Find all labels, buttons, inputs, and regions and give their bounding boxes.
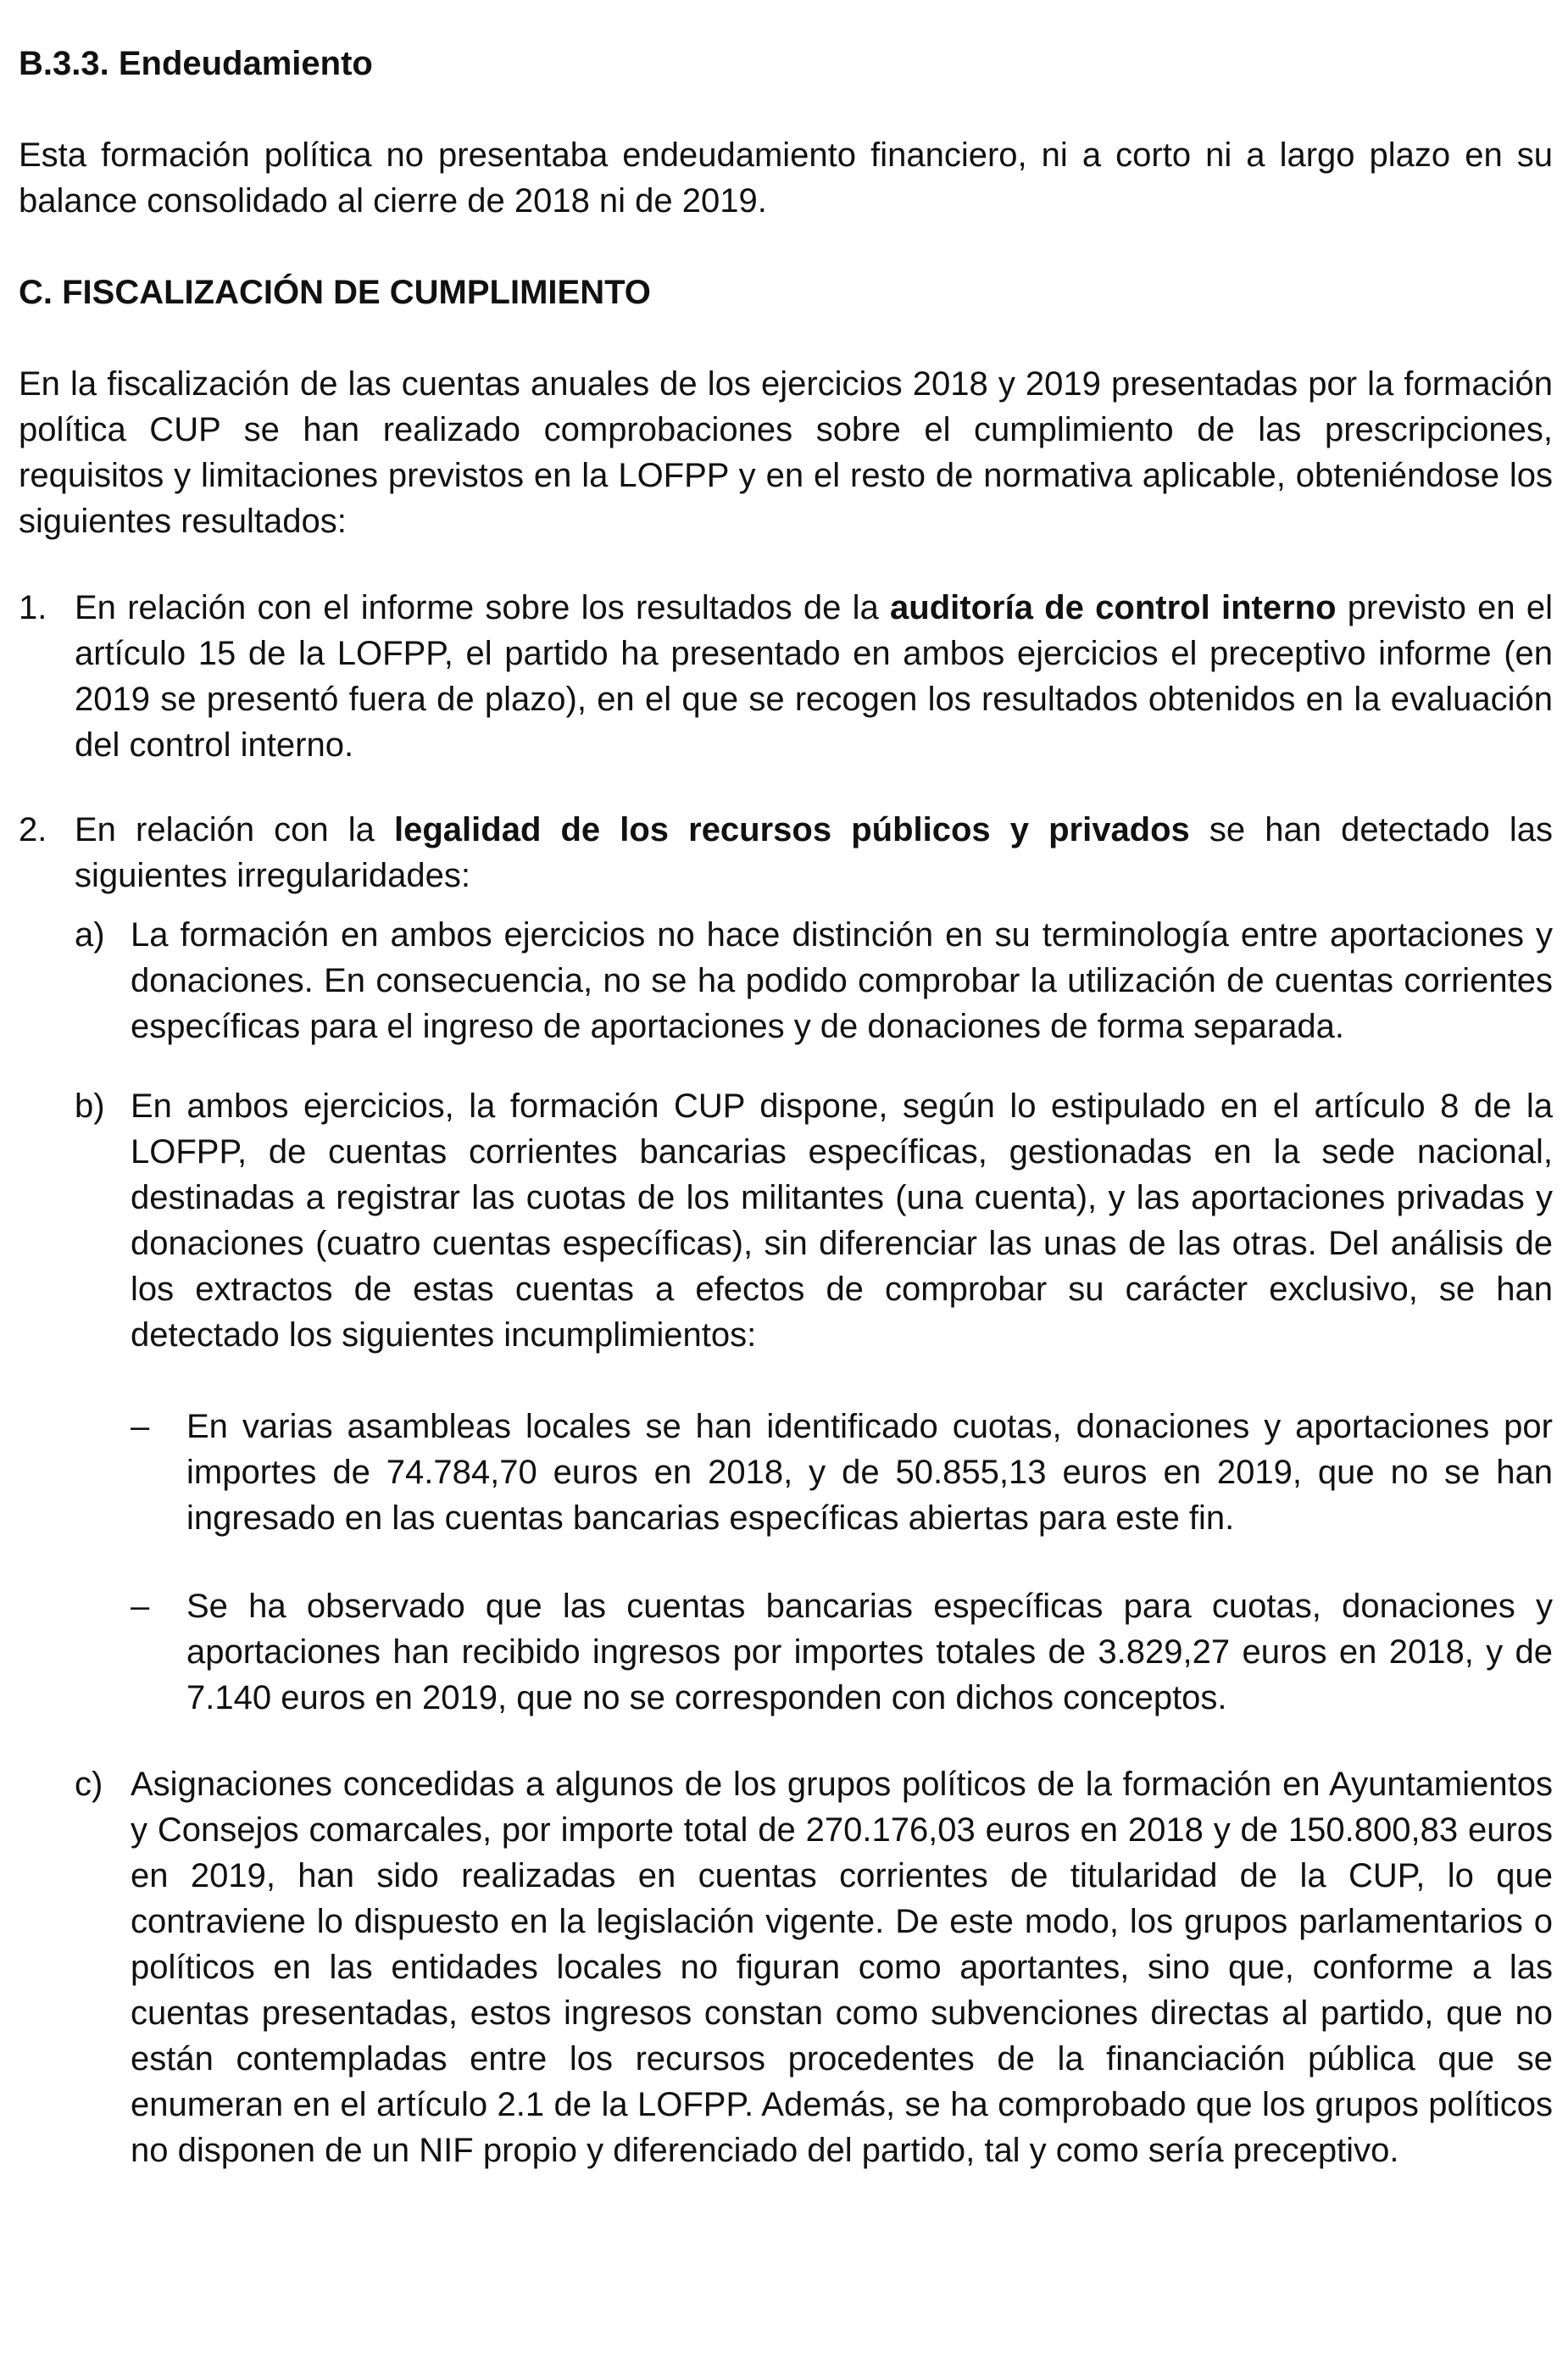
numbered-item-2 <box>19 807 1553 2173</box>
item-2-text-after: se han detectado las siguientes irregularidades: <box>75 811 1553 894</box>
section-heading-fiscalizacion: C. FISCALIZACIÓN DE CUMPLIMIENTO <box>19 274 651 311</box>
endeudamiento-paragraph: Esta formación política no presentaba endeudamiento financiero, ni a corto ni a largo plazo en su balance consolidado al cierre de 2018 ni de 2019. <box>19 136 1553 220</box>
sub-item-c-text: Asignaciones concedidas a algunos de los grupos políticos de la formación en Ayuntamientos y Consejos comarcales, por importe total de 270.176,03 euros en 2018 y de 150.800,83 euros en 2019, han sido realizadas en cuentas corrientes de titularidad de la CUP, lo que contraviene lo dispuesto en la legislación vigente. De este modo, los grupos parlamentarios o políticos en las entidades locales no figuran como aportantes, sino que, conforme a las cuentas presentadas, estos ingresos constan como subvenciones directas al partido, que no están contempladas entre los recursos procedentes de la financiación pública que se enumeran en el artículo 2.1 de la LOFPP. Además, se ha comprobado que los grupos políticos no disponen de un NIF propio y diferenciado del partido, tal y como sería preceptivo. <box>131 1766 1553 2169</box>
dash-bullet: – <box>131 1588 150 1625</box>
item-number: 2. <box>19 811 47 848</box>
numbered-item-1 <box>19 585 1553 768</box>
item-1-text-after: previsto en el artículo 15 de la LOFPP, el partido ha presentado en ambos ejercicios el preceptivo informe (en 2019 se presentó fuera de plazo), en el que se recogen los resultados obtenidos en la evaluación del control interno. <box>75 589 1553 764</box>
sub-item-b-text: En ambos ejercicios, la formación CUP dispone, según lo estipulado en el artículo 8 de la LOFPP, de cuentas corrientes bancarias específicas, gestionadas en la sede nacional, destinadas a registrar las cuotas de los militantes (una cuenta), y las aportaciones privadas y donaciones (cuatro cuentas específicas), sin diferenciar las unas de las otras. Del análisis de los extractos de estas cuentas a efectos de comprobar su carácter exclusivo, se han detectado los siguientes incumplimientos: <box>131 1087 1553 1354</box>
sub-item-letter: a) <box>75 916 105 954</box>
dash-bullet: – <box>131 1408 150 1445</box>
sub-item-letter: b) <box>75 1087 105 1125</box>
item-2-text <box>75 807 1553 898</box>
item-1-text-before: En relación con el informe sobre los resultados de la <box>75 589 891 626</box>
sub-item-a <box>75 912 1553 1049</box>
item-1-bold-text: auditoría de control interno <box>890 589 1337 626</box>
dash-list-item <box>131 1404 1553 1541</box>
sub-item-c <box>75 1761 1553 2173</box>
item-number: 1. <box>19 589 47 626</box>
sub-item-a-text: La formación en ambos ejercicios no hace distinción en su terminología entre aportaciones y donaciones. En consecuencia, no se ha podido comprobar la utilización de cuentas corrientes específicas para el ingreso de aportaciones y de donaciones de forma separada. <box>131 916 1553 1045</box>
dash-item-text: En varias asambleas locales se han identificado cuotas, donaciones y aportaciones por importes de 74.784,70 euros en 2018, y de 50.855,13 euros en 2019, que no se han ingresado en las cuentas bancarias específicas abiertas para este fin. <box>186 1408 1553 1537</box>
item-1-text <box>75 585 1553 768</box>
sub-item-letter: c) <box>75 1766 103 1803</box>
section-heading-endeudamiento: B.3.3. Endeudamiento <box>19 45 373 82</box>
sub-item-b <box>75 1083 1553 1721</box>
dash-list-item <box>131 1583 1553 1721</box>
item-2-bold-text: legalidad de los recursos públicos y privados <box>394 811 1190 848</box>
document-page <box>19 41 1553 2173</box>
dash-item-text: Se ha observado que las cuentas bancarias específicas para cuotas, donaciones y aportaciones han recibido ingresos por importes totales de 3.829,27 euros en 2018, y de 7.140 euros en 2019, que no se corresponden con dichos conceptos. <box>186 1588 1553 1716</box>
fiscalizacion-intro-paragraph: En la fiscalización de las cuentas anuales de los ejercicios 2018 y 2019 presentadas por la formación política CUP se han realizado comprobaciones sobre el cumplimiento de las prescripciones, requisitos y limitaciones previstos en la LOFPP y en el resto de normativa aplicable, obteniéndose los siguientes resultados: <box>19 365 1553 540</box>
item-2-text-before: En relación con la <box>75 811 394 848</box>
